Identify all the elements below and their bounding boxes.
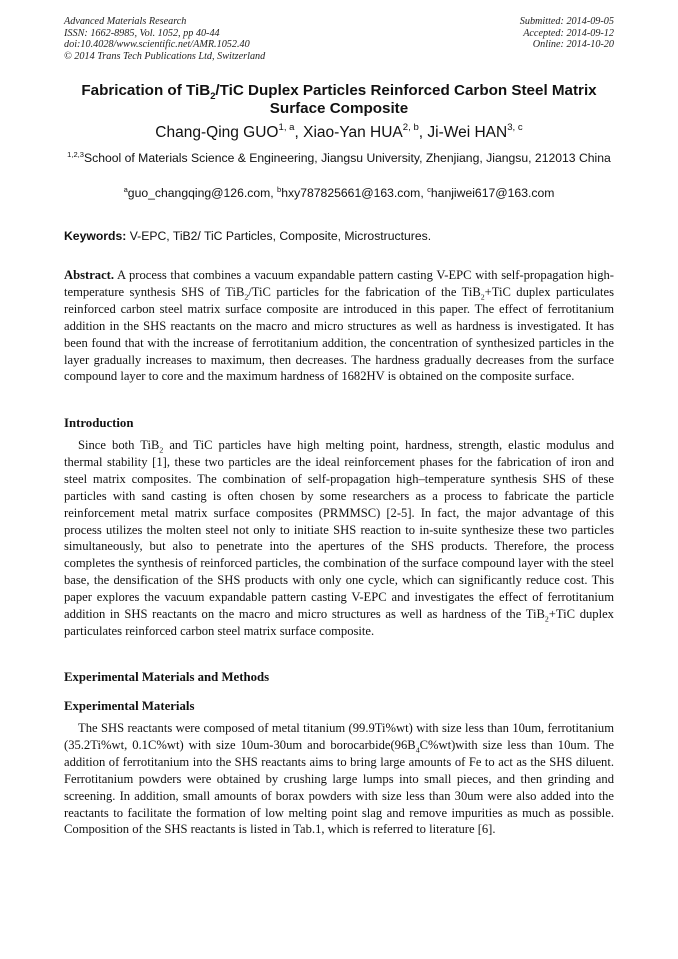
- keywords-label: Keywords:: [64, 229, 127, 243]
- online-date: Online: 2014-10-20: [532, 39, 614, 51]
- introduction-paragraph: Since both TiB$_2$ and TiC particles have high melting point, hardness, strength, elastic modulus and thermal stability [1], these two particles are the ideal reinforcement phases for the fabrication of iron and steel matrix composites. The combination of self-propagation high–temperature synthesis SHS of these particles with sand casting is often chosen by some researchers as a process to fabricate the particle reinforcement metal matrix surface composites (PRMMSC) [2-5]. In fact, the major advantage of this process utilizes the molten steel not only to initiate SHS reaction to in-suite synthesize these two particles simultaneously, but also to penetrate into the apertures of the SHS products. Therefore, the process completes the synthesis of reinforced particles, the combination of the surface compound layer with the steel base, the densification of the SHS products with only one cycle, which can significantly reduce cost. This paper explores the vacuum expandable pattern casting V-EPC and investigates the effect of ferrotitanium addition in SHS reactants on the macro and micro structures as well as hardness of the TiB$_2$+TiC duplex particulates reinforced carbon steel matrix surface composite.: [64, 438, 614, 638]
- abstract-label: Abstract.: [64, 268, 115, 282]
- journal-header-left: [64, 16, 364, 62]
- section-heading-introduction: Introduction: [64, 416, 134, 430]
- materials-paragraph: The SHS reactants were composed of metal titanium (99.9Ti%wt) with size less than 10um, ferrotitanium (35.2Ti%wt, 0.1C%wt) with size 10um-30um and $borocarbide(96B_4C\%wt)with$ size less than 10um. The addition of ferrotitanium into the SHS reactants aims to bring large amounts of Fe to act as the SHS diluent. Ferrotitanium powders were obtained by crushing large lumps into small pieces, and then grinding and screening. In addition, small amounts of borax powders with size less than 30um were also added into the reactants to facilitate the formation of low melting point slag and remove impurities as much as possible. Composition of the SHS reactants is listed in Tab.1, which is referred to literature [6].: [64, 721, 614, 837]
- submitted-date: Submitted: 2014-09-05: [519, 16, 614, 27]
- affiliation: $^{1,2,3}$School of Materials Science & Engineering, Jiangsu University, Zhenjiang, Jiangsu, 212013 China: [67, 149, 611, 165]
- author-emails: $^a$guo_changqing@126.com, $^b$hxy787825661@163.com, $^c$hanjiwei617@163.com: [123, 184, 555, 200]
- accepted-date: Accepted: 2014-09-12: [523, 27, 614, 39]
- journal-name: Advanced Materials Research: [64, 16, 187, 27]
- copyright-line: © 2014 Trans Tech Publications Ltd, Switzerland: [64, 50, 266, 62]
- subsection-heading-materials: Experimental Materials: [64, 699, 195, 713]
- section-heading-methods: Experimental Materials and Methods: [64, 670, 270, 684]
- author-name: , Ji-Wei HAN: [418, 124, 508, 141]
- author-name: Chang-Qing GUO: [155, 124, 279, 141]
- journal-header-right: [394, 16, 614, 51]
- issn-line: ISSN: 1662-8985, Vol. 1052, pp 40-44: [64, 27, 220, 39]
- paper-title: Fabrication of TiB$_2$/TiC Duplex Particles Reinforced Carbon Steel Matrix Surface Composite: [81, 82, 597, 117]
- doi-line: doi:10.4028/www.scientific.net/AMR.1052.40: [64, 39, 250, 51]
- author-list: Chang-Qing GUO$^{1, a}$, Xiao-Yan HUA$^{2, b}$, Ji-Wei HAN$^{3, c}$: [155, 122, 523, 141]
- email-link: guo_changqing@126.com,: [127, 186, 278, 200]
- author-name: , Xiao-Yan HUA: [294, 124, 403, 141]
- keywords: Keywords: V-EPC, TiB2/ TiC Particles, Composite, Microstructures.: [64, 229, 432, 243]
- email-link: hanjiwei617@163.com: [430, 186, 555, 200]
- email-link: hxy787825661@163.com,: [281, 186, 428, 200]
- abstract: Abstract. A process that combines a vacuum expandable pattern casting V-EPC with self-propagation high-temperature synthesis SHS of TiB$_2$/TiC particles for the fabrication of the TiB$_2$+TiC duplex particulates reinforced carbon steel matrix surface composite are introduced in this paper. The effect of ferrotitanium addition in the SHS reactants on the macro and micro structures as well as hardness is investigated. It has been found that with the increase of ferrotitanium addition, the concentration of synthesized particles in the layer gradually increases to maximum, then decreases. The hardness gradually decreases from the surface compound layer to core and the maximum hardness of 1682HV is obtained on the composite surface.: [64, 268, 614, 384]
